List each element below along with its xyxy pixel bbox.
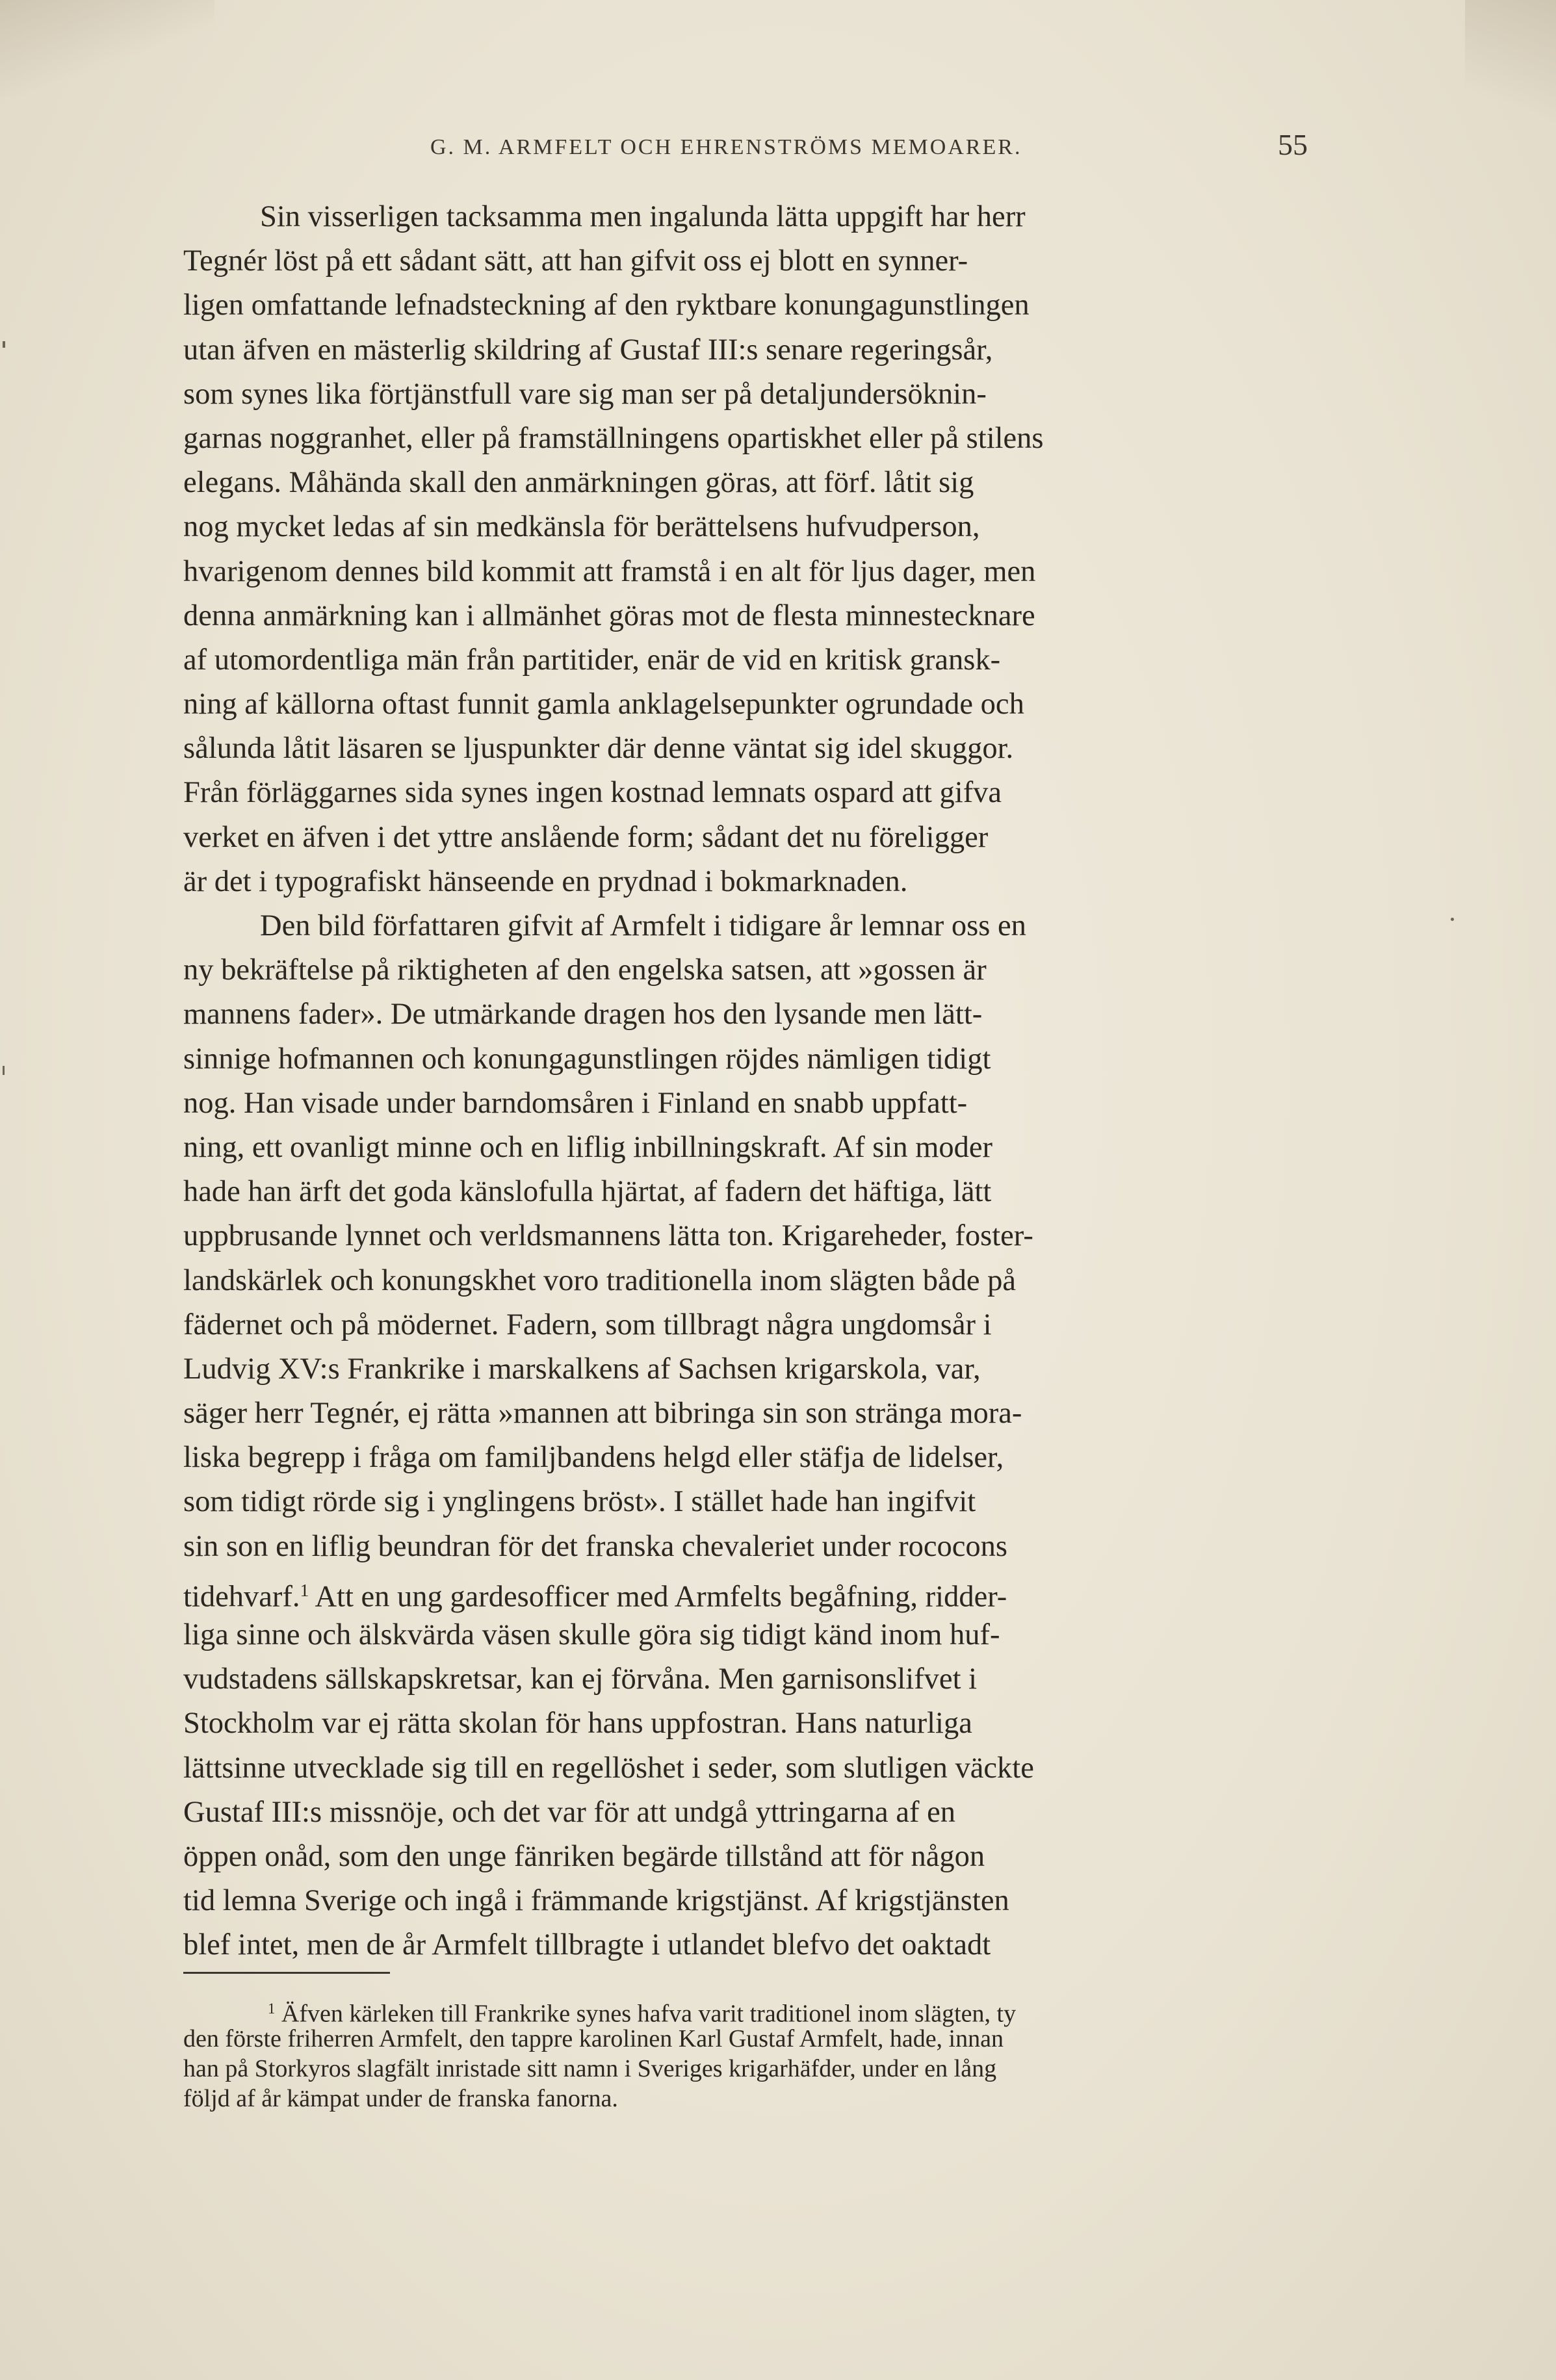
text-line: liska begrepp i fråga om familjbandens helgd eller stäfja de lidelser, — [183, 1441, 1004, 1475]
speck — [1451, 918, 1454, 921]
text-line: elegans. Måhända skall den anmärkningen göras, att förf. låtit sig — [183, 466, 974, 500]
text-line: Sin visserligen tacksamma men ingalunda lätta uppgift har herr — [260, 200, 1026, 233]
text-segment: Äfven kärleken till Frankrike synes hafva varit traditionel inom slägten, ty — [275, 2000, 1017, 2028]
text-line: hade han ärft det goda känslofulla hjärtat, af fadern det häftiga, lätt — [183, 1175, 992, 1209]
page-header — [183, 127, 1308, 173]
text-line: sin son en liflig beundran för det franska chevaleriet under rococons — [183, 1529, 1007, 1563]
text-line: ning af källorna oftast funnit gamla anklagelsepunkter ogrundade och — [183, 688, 1024, 721]
text-line: sålunda låtit läsaren se ljuspunkter där denne väntat sig idel skuggor. — [183, 732, 1014, 766]
text-line: Gustaf III:s missnöje, och det var för att undgå yttringarna af en — [183, 1795, 955, 1829]
text-line: sinnige hofmannen och konungagunstlingen röjdes nämligen tidigt — [183, 1042, 991, 1076]
text-line — [183, 1569, 1353, 1613]
text-line: Stockholm var ej rätta skolan för hans uppfostran. Hans naturliga — [183, 1707, 972, 1740]
text-line: som tidigt rörde sig i ynglingens bröst». I stället hade han ingifvit — [183, 1485, 976, 1519]
text-line: öppen onåd, som den unge fänriken begärde tillstånd att för någon — [183, 1839, 985, 1873]
text-line: Från förläggarnes sida synes ingen kostnad lemnats ospard att gifva — [183, 776, 1002, 810]
footnote-line: följd af år kämpat under de franska fanorna. — [183, 2085, 618, 2112]
footnote — [183, 1994, 1353, 2114]
footnote-line — [183, 1994, 1353, 2028]
text-line: ny bekräftelse på riktigheten af den engelska satsen, att »gossen är — [183, 953, 987, 987]
text-line: utan äfven en mästerlig skildring af Gustaf III:s senare regeringsår, — [183, 333, 993, 367]
text-line: Den bild författaren gifvit af Armfelt i tidigare år lemnar oss en — [260, 909, 1026, 942]
text-line: säger herr Tegnér, ej rätta »mannen att bibringa sin son stränga mora- — [183, 1397, 1022, 1430]
text-line: liga sinne och älskvärda väsen skulle göra sig tidigt känd inom huf- — [183, 1618, 1000, 1651]
page-corner-shadow — [0, 0, 214, 97]
text-line: af utomordentliga män från partitider, enär de vid en kritisk gransk- — [183, 643, 1001, 677]
text-line: mannens fader». De utmärkande dragen hos den lysande men lätt- — [183, 998, 983, 1031]
footnote-marker: 1 — [268, 2000, 276, 2017]
text-line: som synes lika förtjänstfull vare sig man ser på detaljundersöknin- — [183, 377, 987, 411]
text-segment: tidehvarf. — [183, 1580, 300, 1614]
footnote-reference: 1 — [300, 1580, 309, 1601]
text-line: vudstadens sällskapskretsar, kan ej förvåna. Men garnisonslifvet i — [183, 1662, 978, 1696]
text-line: uppbrusande lynnet och verldsmannens lätta ton. Krigareheder, foster- — [183, 1219, 1033, 1253]
text-line: ning, ett ovanligt minne och en liflig inbillningskraft. Af sin moder — [183, 1130, 992, 1164]
text-line: lättsinne utvecklade sig till en regellöshet i seder, som slutligen väckte — [183, 1751, 1034, 1785]
text-segment: Att en ung gardesofficer med Armfelts begåfning, ridder- — [309, 1580, 1007, 1614]
page-corner-shadow — [1465, 0, 1556, 156]
text-line: ligen omfattande lefnadsteckning af den ryktbare konungagunstlingen — [183, 289, 1030, 322]
body-text — [183, 195, 1353, 1968]
text-line: denna anmärkning kan i allmänhet göras mot de flesta minnestecknare — [183, 599, 1035, 632]
text-line: nog mycket ledas af sin medkänsla för berättelsens hufvudperson, — [183, 510, 980, 544]
speck — [3, 341, 5, 348]
footnote-line: han på Storkyros slagfält inristade sitt namn i Sveriges krigarhäfder, under en lång — [183, 2055, 997, 2082]
footnote-line: den förste friherren Armfelt, den tappre karolinen Karl Gustaf Armfelt, hade, innan — [183, 2025, 1004, 2052]
text-line: Ludvig XV:s Frankrike i marskalkens af Sachsen krigarskola, var, — [183, 1352, 981, 1386]
text-line: garnas noggranhet, eller på framställningens opartiskhet eller på stilens — [183, 421, 1044, 455]
footnote-rule — [183, 1972, 390, 1974]
page-number: 55 — [1278, 128, 1308, 161]
text-line: Tegnér löst på ett sådant sätt, att han gifvit oss ej blott en synner- — [183, 244, 968, 278]
text-line: landskärlek och konungskhet voro traditionella inom slägten både på — [183, 1263, 1016, 1297]
text-line: fädernet och på mödernet. Fadern, som tillbragt några ungdomsår i — [183, 1308, 992, 1341]
text-line: är det i typografiskt hänseende en prydnad i bokmarknaden. — [183, 864, 908, 898]
text-line: hvarigenom dennes bild kommit att framstå i en alt för ljus dager, men — [183, 554, 1036, 588]
text-line: nog. Han visade under barndomsåren i Finland en snabb uppfatt- — [183, 1086, 968, 1120]
text-line: verket en äfven i det yttre anslående form; sådant det nu föreligger — [183, 820, 989, 854]
running-head: G. M. ARMFELT OCH EHRENSTRÖMS MEMOARER. — [430, 135, 1022, 159]
speck — [3, 1066, 5, 1075]
text-line: tid lemna Sverige och ingå i främmande krigstjänst. Af krigstjänsten — [183, 1884, 1009, 1918]
text-line: blef intet, men de år Armfelt tillbragte i utlandet blefvo det oaktadt — [183, 1928, 991, 1962]
